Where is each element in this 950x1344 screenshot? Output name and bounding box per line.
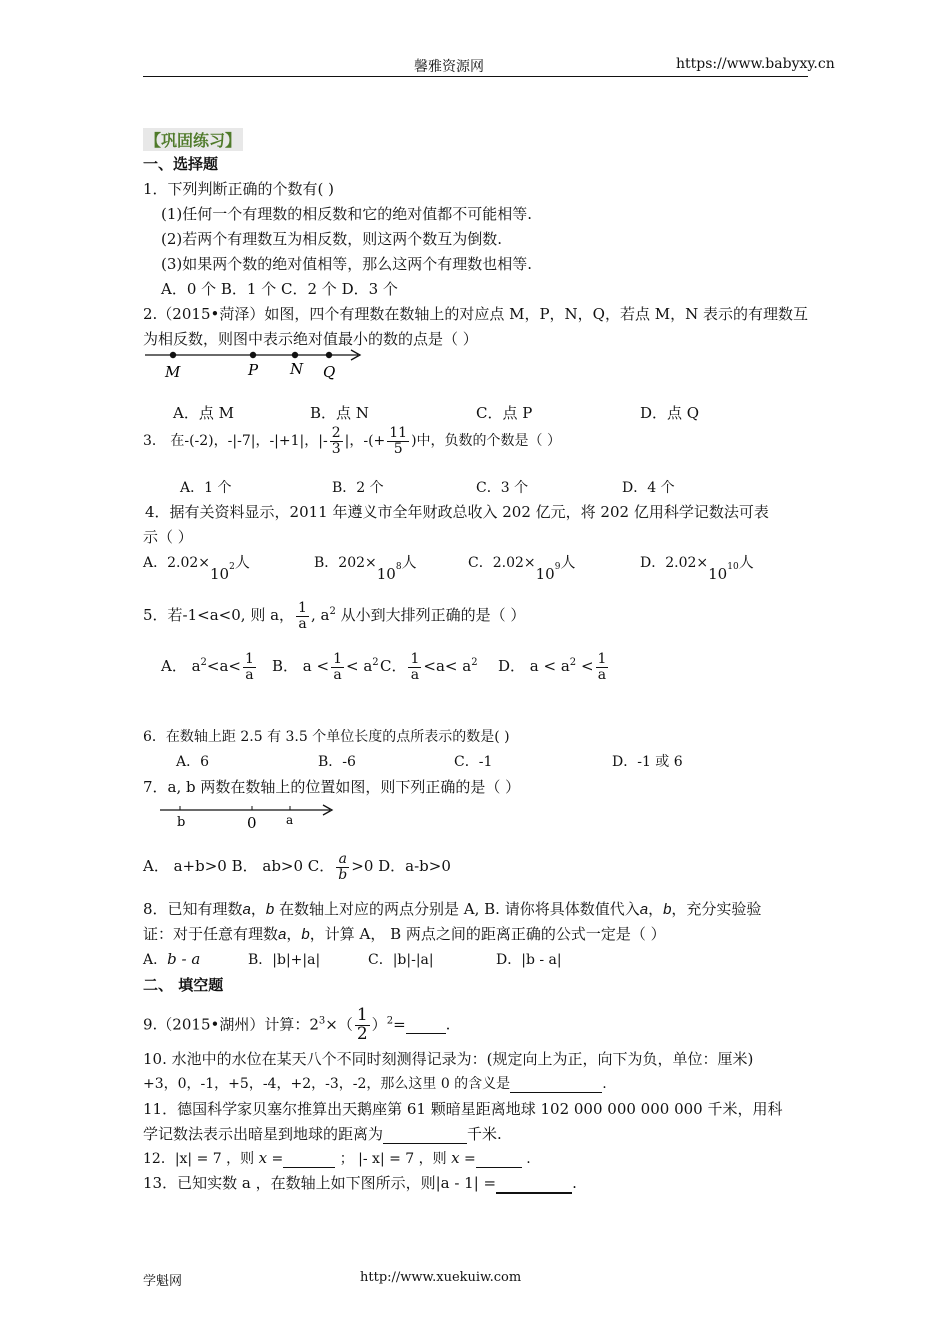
header-site-name: 馨雅资源网 bbox=[414, 59, 484, 75]
q5-option-c-pre: C． bbox=[380, 657, 407, 676]
q6-option-a: A．6 bbox=[176, 754, 210, 770]
q6-option-b: B．-6 bbox=[318, 754, 356, 770]
q9-fraction-den: 2 bbox=[356, 1023, 368, 1044]
q2-label-q: Q bbox=[323, 363, 336, 381]
q7-fraction-num: a bbox=[336, 852, 349, 868]
q4-option-c bbox=[468, 551, 576, 583]
q2-line-1: 2.（2015•菏泽）如图，四个有理数在数轴上的对应点 M，P，N，Q，若点 M，N 表示的有理数互 bbox=[143, 305, 808, 323]
q2-number-line bbox=[143, 346, 368, 386]
q5-option-d-fraction-num: 1 bbox=[597, 651, 607, 667]
q11-line-2 bbox=[143, 1123, 502, 1144]
q8-option-d: D．|b - a| bbox=[496, 952, 562, 968]
q5-option-c-sup: 2 bbox=[471, 657, 478, 669]
q5-option-d-sup: 2 bbox=[569, 657, 577, 669]
q5-option-b-fraction bbox=[331, 652, 344, 682]
q5-option-d-fraction bbox=[596, 652, 609, 682]
q7-stem: 7．a, b 两数在数轴上的位置如图，则下列正确的是（ ） bbox=[143, 778, 521, 796]
q2-option-b: B．点 N bbox=[310, 404, 369, 422]
q3-fraction-1-den: 3 bbox=[331, 440, 341, 457]
q6-stem: 6．在数轴上距 2.5 有 3.5 个单位长度的点所表示的数是( ) bbox=[143, 729, 510, 745]
section-tag: 【巩固练习】 bbox=[143, 128, 243, 151]
q2-option-d: D．点 Q bbox=[640, 404, 700, 422]
q5-option-b bbox=[272, 652, 379, 682]
q5-mid: , a bbox=[310, 606, 330, 625]
q5-option-a-sup: 2 bbox=[200, 657, 207, 669]
q12-eq-1: = bbox=[267, 1151, 284, 1167]
q5-option-d-pre: D． a < a bbox=[498, 657, 570, 676]
q1-statement-1: (1)任何一个有理数的相反数和它的绝对值都不可能相等. bbox=[161, 205, 533, 223]
q12-semi: ； |- x| = 7 ，则 bbox=[335, 1151, 452, 1167]
q2-label-p: P bbox=[248, 361, 259, 379]
part1-title: 一、选择题 bbox=[143, 155, 219, 173]
q13-answer-blank[interactable] bbox=[496, 1174, 572, 1194]
q5-option-a-mid: <a< bbox=[206, 657, 242, 676]
q3-option-d: D．4 个 bbox=[622, 480, 675, 496]
q3-pre: 3． 在-(-2)，-|-7|，-|+1|，|- bbox=[143, 433, 328, 450]
q4-option-a-base: 10 bbox=[210, 565, 230, 583]
q9-fraction-num: 1 bbox=[356, 1005, 368, 1025]
q13-text: 13．已知实数 a ，在数轴上如下图所示，则|a - 1| = bbox=[143, 1174, 497, 1192]
q8-line-1-c: 在数轴上对应的两点分别是 A, B. 请你将具体数值代入 bbox=[274, 900, 640, 918]
q8-var-b-2: b bbox=[663, 901, 672, 918]
q5-option-b-fraction-num: 1 bbox=[333, 651, 342, 667]
q10-line-2-text: +3，0，-1，+5，-4，+2，-3，-2，那么这里 0 的含义是 bbox=[143, 1076, 511, 1092]
q2-point-p bbox=[250, 352, 256, 358]
q6-option-c: C．-1 bbox=[454, 754, 493, 770]
q8-var-a-2: a bbox=[639, 901, 649, 918]
q9-sup: 3 bbox=[318, 1015, 326, 1027]
q4-option-b-base: 10 bbox=[376, 565, 396, 583]
q3-option-a: A．1 个 bbox=[180, 480, 232, 496]
q13 bbox=[143, 1172, 577, 1194]
q5-pre: 5．若-1<a<0, 则 a， bbox=[143, 606, 295, 625]
q3-fraction-2 bbox=[387, 426, 409, 456]
q8-var-b-3: b bbox=[301, 926, 310, 943]
q4-option-d-unit: 人 bbox=[738, 553, 754, 571]
q7-options bbox=[143, 852, 451, 882]
q8-option-c: C．|b|-|a| bbox=[368, 952, 434, 968]
q3-option-b: B．2 个 bbox=[332, 480, 384, 496]
q5-option-c-fraction bbox=[408, 652, 421, 682]
q1-options: A．0 个 B．1 个 C．2 个 D．3 个 bbox=[161, 280, 398, 298]
q12-answer-blank-1[interactable] bbox=[283, 1151, 335, 1168]
q9-post: ） bbox=[371, 1015, 387, 1034]
q5-option-c-fraction-den: a bbox=[410, 666, 420, 683]
q12-answer-blank-2[interactable] bbox=[476, 1151, 522, 1168]
q12 bbox=[143, 1148, 531, 1168]
q4-option-c-exp: 9 bbox=[554, 562, 561, 573]
q8-line-2-b: ， bbox=[286, 925, 302, 943]
q8-var-a-3: a bbox=[278, 926, 287, 943]
footer-url[interactable]: http://www.xuekuiw.com bbox=[360, 1270, 522, 1285]
q5-option-a-fraction bbox=[243, 652, 256, 682]
q1-stem: 1．下列判断正确的个数有( ) bbox=[143, 180, 335, 198]
part2-title: 二、 填空题 bbox=[143, 976, 224, 994]
q1-statement-2: (2)若两个有理数互为相反数，则这两个数互为倒数. bbox=[161, 230, 503, 248]
q5-sup: 2 bbox=[329, 606, 336, 618]
q5-option-d bbox=[498, 652, 610, 682]
q4-option-a-text: A．2.02× bbox=[143, 555, 211, 571]
q4-line-1: 4．据有关资料显示，2011 年遵义市全年财政总收入 202 亿元，将 202 亿用科学记数法可表 bbox=[145, 503, 769, 521]
header-site-url[interactable]: https://www.babyxy.cn bbox=[676, 56, 835, 72]
q4-option-a-unit: 人 bbox=[234, 553, 250, 571]
q4-option-d bbox=[640, 551, 754, 583]
q7-options-text: A． a+b>0 B． ab>0 C． bbox=[143, 857, 335, 876]
q8-line-2 bbox=[143, 923, 666, 944]
q12-pre: 12．|x| = 7 ，则 bbox=[143, 1151, 259, 1167]
q9-answer-blank[interactable] bbox=[406, 1015, 446, 1034]
q5-option-d-mid: < bbox=[576, 657, 594, 676]
q12-end: . bbox=[521, 1151, 531, 1167]
q4-option-d-text: D．2.02× bbox=[640, 555, 709, 571]
q9-sup-2: 2 bbox=[386, 1015, 394, 1027]
q11-answer-blank[interactable] bbox=[383, 1125, 467, 1144]
q8-option-b: B．|b|+|a| bbox=[248, 952, 321, 968]
q7-number-line bbox=[158, 802, 343, 832]
q8-line-1-e: ，充分实验验 bbox=[671, 900, 762, 918]
q3-post: )中，负数的个数是（ ） bbox=[411, 433, 562, 450]
q5-fraction-num: 1 bbox=[298, 600, 307, 616]
q5-option-b-sup: 2 bbox=[372, 657, 379, 669]
q5-option-c-fraction-num: 1 bbox=[410, 651, 420, 667]
q8-option-a bbox=[143, 949, 200, 969]
q8-line-1 bbox=[143, 898, 761, 919]
q9-pre: 9.（2015•湖州）计算：2 bbox=[143, 1015, 319, 1034]
q9-tail: = bbox=[393, 1015, 406, 1034]
q12-var-x-2: x bbox=[451, 1149, 460, 1167]
q4-option-c-text: C．2.02× bbox=[468, 555, 536, 571]
q5-option-c-post: <a< a bbox=[423, 657, 472, 676]
q2-option-c: C．点 P bbox=[476, 404, 533, 422]
q3-fraction-1-num: 2 bbox=[331, 425, 341, 441]
q8-var-b: b bbox=[265, 901, 275, 918]
q7-label-zero: 0 bbox=[247, 814, 257, 832]
q2-line-2: 为相反数，则图中表示绝对值最小的数的点是（ ） bbox=[143, 330, 478, 348]
q7-fraction-den: b bbox=[338, 866, 348, 883]
q4-option-a bbox=[143, 551, 250, 583]
q5-option-a-fraction-den: a bbox=[245, 666, 254, 683]
q1-statement-3: (3)如果两个数的绝对值相等，那么这两个有理数也相等. bbox=[161, 255, 533, 273]
q3-fraction-2-den: 5 bbox=[393, 440, 403, 457]
q8-line-2-a: 证：对于任意有理数 bbox=[143, 925, 279, 943]
q2-label-m: M bbox=[165, 363, 181, 381]
q4-option-b-text: B．202× bbox=[314, 555, 377, 571]
q10-line-2 bbox=[143, 1073, 607, 1093]
q3-mid: |，-(+ bbox=[344, 433, 386, 450]
q4-option-d-base: 10 bbox=[708, 565, 728, 583]
q11-unit: 千米. bbox=[467, 1125, 502, 1143]
q5-option-b-fraction-den: a bbox=[333, 666, 342, 683]
q3-fraction-1 bbox=[330, 426, 343, 456]
q9 bbox=[143, 1007, 450, 1044]
q13-end: . bbox=[572, 1174, 577, 1192]
q12-eq-2: = bbox=[459, 1151, 476, 1167]
q5-stem bbox=[143, 601, 525, 631]
q4-option-c-unit: 人 bbox=[560, 553, 576, 571]
q2-point-n bbox=[292, 352, 298, 358]
q3-stem bbox=[143, 426, 561, 456]
q2-point-q bbox=[326, 352, 332, 358]
q4-option-b-unit: 人 bbox=[401, 553, 417, 571]
q5-option-a bbox=[161, 652, 258, 682]
q8-option-a-expr: b - a bbox=[167, 950, 201, 968]
q9-fraction bbox=[355, 1007, 370, 1044]
q5-option-c bbox=[380, 652, 478, 682]
q9-end: . bbox=[445, 1015, 451, 1034]
q5-option-a-pre: A． a bbox=[161, 657, 201, 676]
q3-fraction-2-num: 11 bbox=[389, 425, 408, 441]
q2-label-n: N bbox=[290, 360, 304, 378]
q11-line-2-text: 学记数法表示出暗星到地球的距离为 bbox=[143, 1125, 384, 1143]
q5-option-b-pre: B． a < bbox=[272, 657, 330, 676]
q2-option-a: A．点 M bbox=[173, 404, 234, 422]
q2-point-m bbox=[170, 352, 176, 358]
q8-line-1-a: 8．已知有理数 bbox=[143, 900, 243, 918]
q7-fraction bbox=[336, 852, 349, 882]
q4-option-b-exp: 8 bbox=[395, 562, 402, 573]
q5-fraction-den: a bbox=[298, 615, 307, 632]
header-divider bbox=[143, 76, 808, 77]
q5-post: 从小到大排列正确的是（ ） bbox=[335, 606, 526, 625]
q8-line-1-b: ， bbox=[250, 900, 266, 918]
q8-var-a: a bbox=[242, 901, 251, 918]
q11-line-1: 11．德国科学家贝塞尔推算出天鹅座第 61 颗暗星距离地球 102 000 000 000 000 千米，用科 bbox=[143, 1100, 783, 1118]
q7-label-b: b bbox=[177, 815, 186, 830]
q5-fraction bbox=[296, 601, 309, 631]
q4-option-d-exp: 10 bbox=[727, 562, 739, 573]
q10-line-1: 10. 水池中的水位在某天八个不同时刻测得记录为：(规定向上为正，向下为负，单位：厘米) bbox=[143, 1050, 754, 1068]
q4-line-2: 示（ ） bbox=[143, 528, 193, 546]
q4-option-a-exp: 2 bbox=[229, 562, 235, 573]
q5-option-b-post: < a bbox=[346, 657, 373, 676]
q3-option-c: C．3 个 bbox=[476, 480, 529, 496]
q7-options-post: >0 D．a-b>0 bbox=[351, 857, 451, 876]
q12-var-x: x bbox=[258, 1149, 268, 1167]
q5-option-d-fraction-den: a bbox=[597, 666, 607, 683]
q4-option-b bbox=[314, 551, 417, 583]
q5-option-a-fraction-num: 1 bbox=[245, 651, 254, 667]
q7-label-a: a bbox=[286, 813, 294, 827]
q8-line-1-d: ， bbox=[648, 900, 664, 918]
footer-left: 学魁网 bbox=[143, 1274, 183, 1289]
q8-line-2-c: ，计算 A， B 两点之间的距离正确的公式一定是（ ） bbox=[309, 925, 666, 943]
q10-end: . bbox=[602, 1076, 607, 1092]
q6-option-d: D．-1 或 6 bbox=[612, 754, 683, 770]
q8-option-a-label: A． bbox=[143, 952, 168, 968]
q9-mid: ×（ bbox=[325, 1015, 353, 1034]
q4-option-c-base: 10 bbox=[535, 565, 555, 583]
q10-answer-blank[interactable] bbox=[510, 1076, 602, 1093]
